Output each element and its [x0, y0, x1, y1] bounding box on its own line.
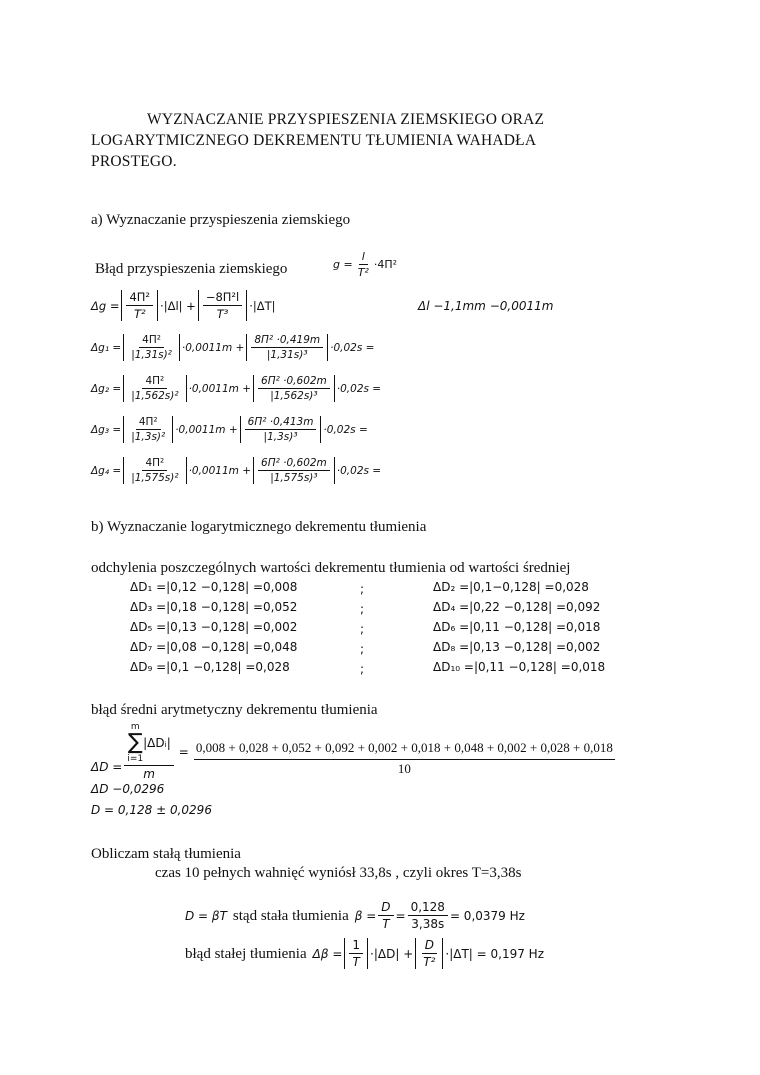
beta-error-f1-den: T — [352, 955, 360, 969]
dg-row-f2-den: |1,3s)³ — [263, 431, 298, 443]
dg-row-m2: ·0,02s = — [330, 341, 375, 354]
beta-eq: = — [395, 908, 406, 923]
dg-row-f1-den: |1,562s)² — [131, 390, 179, 402]
mean-lhs: ΔD = — [91, 759, 123, 774]
dg-f1-den: T² — [133, 307, 146, 321]
dg-row-frac-2 — [258, 457, 330, 484]
dg-row-abs-2 — [253, 457, 335, 484]
dg-row-m1: ·0,0011m + — [188, 382, 252, 395]
beta-error-f2-den: T² — [423, 955, 436, 969]
dg-row — [91, 334, 374, 361]
g-tail: ·4Π² — [373, 258, 398, 271]
deviations-label: odchylenia poszczególnych wartości dekrementu tłumienia od wartości średniej — [91, 560, 571, 576]
g-fraction — [355, 250, 372, 279]
deviation-left: ΔD₃ =|0,18 −0,128| =0,052 — [130, 600, 298, 614]
beta-error-m1: ·|ΔD| + — [370, 946, 414, 961]
dg-row-f1-num: 4Π² — [142, 457, 167, 471]
beta-text: stąd stała tłumienia — [232, 907, 349, 924]
sigma-term: |ΔDᵢ| — [143, 736, 171, 750]
dg-row-abs-2 — [253, 375, 335, 402]
dg-row-abs-1 — [123, 416, 173, 443]
dg-row-f1-den: |1,3s)² — [131, 431, 166, 443]
g-formula — [333, 250, 397, 279]
deviation-left: ΔD₁ =|0,12 −0,128| =0,008 — [130, 580, 298, 594]
deviation-right: ΔD₆ =|0,11 −0,128| =0,018 — [433, 620, 601, 634]
blad-label: Błąd przyspieszenia ziemskiego — [95, 261, 288, 277]
beta-frac-2 — [408, 900, 448, 931]
mean-eq: = — [178, 744, 189, 759]
title-line-1: WYZNACZANIE PRZYSPIESZENIA ZIEMSKIEGO ORAZ — [147, 111, 545, 128]
deviation-left: ΔD₇ =|0,08 −0,128| =0,048 — [130, 640, 298, 654]
sigma-top: m — [130, 722, 140, 732]
dg-row-frac-2 — [245, 416, 317, 443]
beta-error-abs-1 — [344, 938, 368, 969]
dg-row-lhs: Δg₁ = — [91, 341, 122, 354]
dg-row-m1: ·0,0011m + — [181, 341, 245, 354]
dg-row-lhs: Δg₄ = — [91, 464, 122, 477]
damping-heading: Obliczam stałą tłumienia — [91, 846, 241, 862]
deviation-right: ΔD₄ =|0,22 −0,128| =0,092 — [433, 600, 601, 614]
dg-row-m1: ·0,0011m + — [188, 464, 252, 477]
beta-result: = 0,0379 Hz — [449, 908, 525, 923]
deviation-left: ΔD₅ =|0,13 −0,128| =0,002 — [130, 620, 298, 634]
mean-formula — [91, 722, 617, 781]
dg-row-frac-1 — [128, 375, 181, 402]
section-b-heading: b) Wyznaczanie logarytmicznego dekrementu tłumienia — [91, 519, 427, 535]
deviation-separator: ; — [360, 602, 365, 616]
mean-big-num: 0,008 + 0,028 + 0,052 + 0,092 + 0,002 + 0,018 + 0,048 + 0,002 + 0,028 + 0,018 — [194, 740, 615, 760]
dg-row-f2-num: 6Π² ·0,602m — [258, 457, 330, 471]
dg-row — [91, 375, 381, 402]
damping-time-text: czas 10 pełnych wahnięć wyniósł 33,8s , czyli okres T=3,38s — [155, 865, 522, 881]
section-a-heading: a) Wyznaczanie przyspieszenia ziemskiego — [91, 212, 351, 228]
dg-row-m2: ·0,02s = — [336, 464, 382, 477]
dg-row-m2: ·0,02s = — [336, 382, 382, 395]
dg-f2-den: T³ — [216, 307, 229, 321]
sigma-bottom: i=1 — [127, 754, 144, 764]
mean-sigma-num — [124, 722, 173, 766]
title-line-2: LOGARYTMICZNEGO DEKREMENTU TŁUMIENIA WAHADŁA — [91, 132, 537, 149]
beta-error-m2: ·|ΔT| = 0,197 Hz — [445, 946, 545, 961]
mean-den: m — [143, 767, 155, 781]
beta-line — [185, 900, 525, 931]
mean-big-den: 10 — [397, 761, 411, 776]
dD-result: ΔD −0,0296 — [91, 782, 165, 796]
dg-row-m2: ·0,02s = — [323, 423, 368, 436]
dg-f1-num: 4Π² — [126, 290, 153, 306]
dg-row-abs-1 — [123, 375, 186, 402]
title-line-3: PROSTEGO. — [91, 153, 177, 170]
dg-row-frac-2 — [258, 375, 330, 402]
deviation-separator: ; — [360, 642, 365, 656]
beta-f1-den: T — [382, 917, 390, 931]
dg-row-abs-1 — [123, 334, 180, 361]
dg-frac-2 — [203, 290, 242, 321]
dg-row-f1-den: |1,31s)² — [131, 349, 172, 361]
beta-f2-den: 3,38s — [411, 917, 445, 931]
dg-row-f2-num: 6Π² ·0,602m — [258, 375, 330, 389]
dg-row-f2-den: |1,562s)³ — [270, 390, 318, 402]
dg-frac-1 — [126, 290, 153, 321]
beta-error-f2-num: D — [422, 938, 437, 954]
dg-row-abs-2 — [246, 334, 328, 361]
dg-row-f1-num: 4Π² — [136, 416, 161, 430]
dg-m2: ·|ΔT| — [249, 298, 276, 313]
dg-row-abs-2 — [240, 416, 322, 443]
dg-row-lhs: Δg₃ = — [91, 423, 122, 436]
dg-abs-1 — [121, 290, 158, 321]
dg-row-abs-1 — [123, 457, 186, 484]
deviation-right: ΔD₁₀ =|0,11 −0,128| =0,018 — [433, 660, 606, 674]
deviation-right: ΔD₂ =|0,1−0,128| =0,028 — [433, 580, 589, 594]
dg-row-frac-2 — [251, 334, 323, 361]
dg-lhs: Δg = — [91, 298, 120, 313]
dg-row-f2-num: 6Π² ·0,413m — [245, 416, 317, 430]
deviation-left: ΔD₉ =|0,1 −0,128| =0,028 — [130, 660, 290, 674]
beta-error-lhs: Δβ = — [312, 946, 343, 961]
beta-error-line — [185, 938, 544, 969]
sigma-symbol — [127, 722, 143, 764]
dg-f2-num: −8Π²l — [203, 290, 242, 306]
dg-row-f1-num: 4Π² — [142, 375, 167, 389]
dg-general-formula — [91, 290, 276, 321]
dg-row-f1-den: |1,575s)² — [131, 472, 179, 484]
mean-error-label: błąd średni arytmetyczny dekrementu tłumienia — [91, 702, 378, 718]
g-lhs: g = — [333, 258, 353, 271]
deviation-right: ΔD₈ =|0,13 −0,128| =0,002 — [433, 640, 601, 654]
dg-row-f2-den: |1,575s)³ — [270, 472, 318, 484]
mean-sigma-fraction — [124, 722, 173, 781]
beta-error-abs-2 — [415, 938, 443, 969]
beta-formula-lhs: β = — [354, 908, 377, 923]
mean-big-fraction — [194, 740, 615, 777]
dg-row-m1: ·0,0011m + — [175, 423, 238, 436]
sigma-glyph: ∑ — [127, 730, 143, 755]
deviation-separator: ; — [360, 622, 365, 636]
dg-row-lhs: Δg₂ = — [91, 382, 122, 395]
g-den: T² — [357, 266, 369, 279]
dg-m1: ·|Δl| + — [160, 298, 196, 313]
D-result: D = 0,128 ± 0,0296 — [91, 803, 212, 817]
beta-frac-1 — [378, 900, 393, 931]
dl-value: Δl −1,1mm −0,0011m — [418, 299, 554, 313]
dg-row — [91, 416, 368, 443]
dg-abs-2 — [198, 290, 247, 321]
beta-error-text: błąd stałej tłumienia — [185, 945, 307, 962]
beta-error-frac-2 — [420, 938, 438, 969]
deviation-separator: ; — [360, 662, 365, 676]
beta-error-frac-1 — [349, 938, 363, 969]
dg-row-frac-1 — [128, 457, 181, 484]
dg-row-f2-num: 8Π² ·0,419m — [251, 334, 323, 348]
dg-row-frac-1 — [128, 416, 168, 443]
beta-f2-num: 0,128 — [408, 900, 448, 916]
deviation-separator: ; — [360, 582, 365, 596]
dg-row-f1-num: 4Π² — [139, 334, 164, 348]
beta-f1-num: D — [378, 900, 393, 916]
beta-error-f1-num: 1 — [349, 938, 363, 954]
dg-row-frac-1 — [128, 334, 175, 361]
beta-lhs: D = βT — [185, 908, 227, 923]
g-num: l — [359, 250, 368, 265]
dg-row-f2-den: |1,31s)³ — [266, 349, 308, 361]
dg-row — [91, 457, 381, 484]
